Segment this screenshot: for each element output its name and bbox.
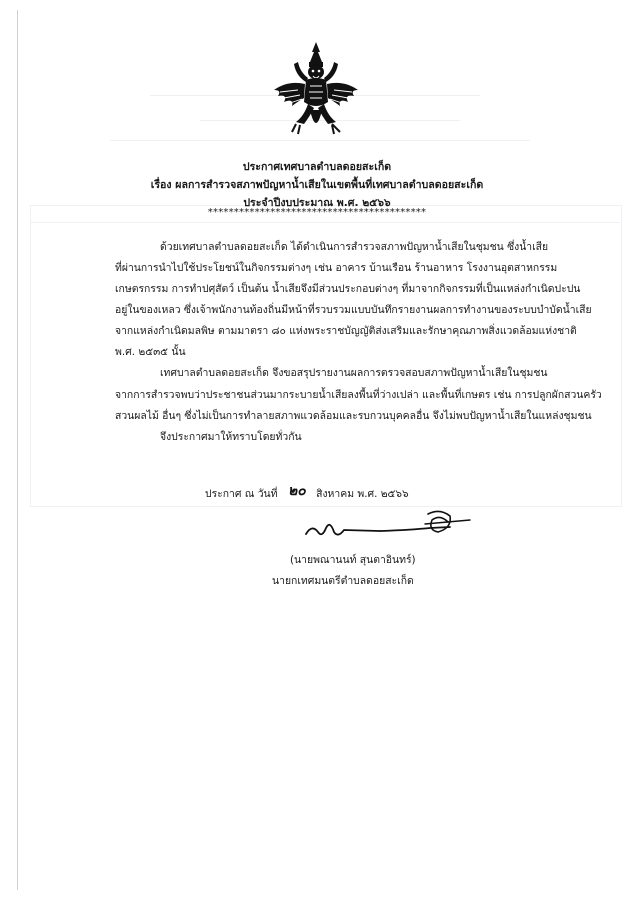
date-line bbox=[205, 482, 409, 504]
body-line: ด้วยเทศบาลตำบลดอยสะเก็ด ได้ดำเนินการสำรวจสภาพปัญหาน้ำเสียในชุมชน ซึ่งน้ำเสีย bbox=[160, 241, 549, 253]
body-line: เกษตรกรรม การทำปศุสัตว์ เป็นต้น น้ำเสียจึงมีส่วนประกอบต่างๆ ที่มาจากกิจกรรมที่เป็นแหล่งกำเนิดปะปน bbox=[115, 283, 581, 295]
signature-icon bbox=[300, 506, 475, 546]
announcement-subject: เรื่อง ผลการสำรวจสภาพปัญหาน้ำเสียในเขตพื้นที่เทศบาลตำบลดอยสะเก็ด bbox=[150, 179, 484, 191]
announcement-heading: ประกาศเทศบาลตำบลดอยสะเก็ด bbox=[242, 161, 392, 173]
date-day-handwritten: ๒๐ bbox=[287, 483, 306, 499]
signatory-position: นายกเทศมนตรีตำบลดอยสะเก็ด bbox=[272, 575, 414, 587]
body-line: อยู่ในของเหลว ซึ่งเจ้าพนักงานท้องถิ่นมีหน้าที่รวบรวมแบบบันทึกรายงานผลการทำงานของระบบบำบัดน้ำเสีย bbox=[115, 304, 592, 316]
heading-separator: ****************************************** bbox=[207, 207, 427, 218]
date-prefix: ประกาศ ณ วันที่ bbox=[205, 488, 278, 500]
body-line: สวนผลไม้ อื่นๆ ซึ่งไม่เป็นการทำลายสภาพแวดล้อมและรบกวนบุคคลอื่น จึงไม่พบปัญหาน้ำเสียในแหล่งชุมชน bbox=[115, 410, 592, 422]
page-edge-line bbox=[17, 10, 18, 890]
body-line: เทศบาลตำบลดอยสะเก็ด จึงขอสรุปรายงานผลการตรวจสอบสภาพปัญหาน้ำเสียในชุมชน bbox=[160, 367, 548, 379]
garuda-emblem-icon bbox=[268, 40, 364, 140]
signatory-name: (นายพณานนท์ สุนตาอินทร์) bbox=[290, 554, 416, 566]
body-line: จากการสำรวจพบว่าประชาชนส่วนมากระบายน้ำเสียลงพื้นที่ว่างเปล่า และพื้นที่เกษตร เช่น การปลูกผักสวนครัว bbox=[115, 389, 602, 401]
body-line: พ.ศ. ๒๕๓๕ นั้น bbox=[115, 346, 186, 358]
date-month-year: สิงหาคม พ.ศ. ๒๕๖๖ bbox=[316, 488, 409, 500]
body-line: ที่ผ่านการนำไปใช้ประโยชน์ในกิจกรรมต่างๆ เช่น อาคาร บ้านเรือน ร้านอาหาร โรงงานอุตสาหกรรม bbox=[115, 262, 558, 274]
show-through-rule bbox=[30, 222, 620, 223]
body-line: จากแหล่งกำเนิดมลพิษ ตามมาตรา ๘๐ แห่งพระราชบัญญัติส่งเสริมและรักษาคุณภาพสิ่งแวดล้อมแห่งชาติ bbox=[115, 325, 577, 337]
closing-line: จึงประกาศมาให้ทราบโดยทั่วกัน bbox=[160, 431, 302, 443]
show-through-rule bbox=[110, 140, 530, 141]
announcement-fiscal-year: ประจำปีงบประมาณ พ.ศ. ๒๕๖๖ bbox=[243, 197, 391, 209]
